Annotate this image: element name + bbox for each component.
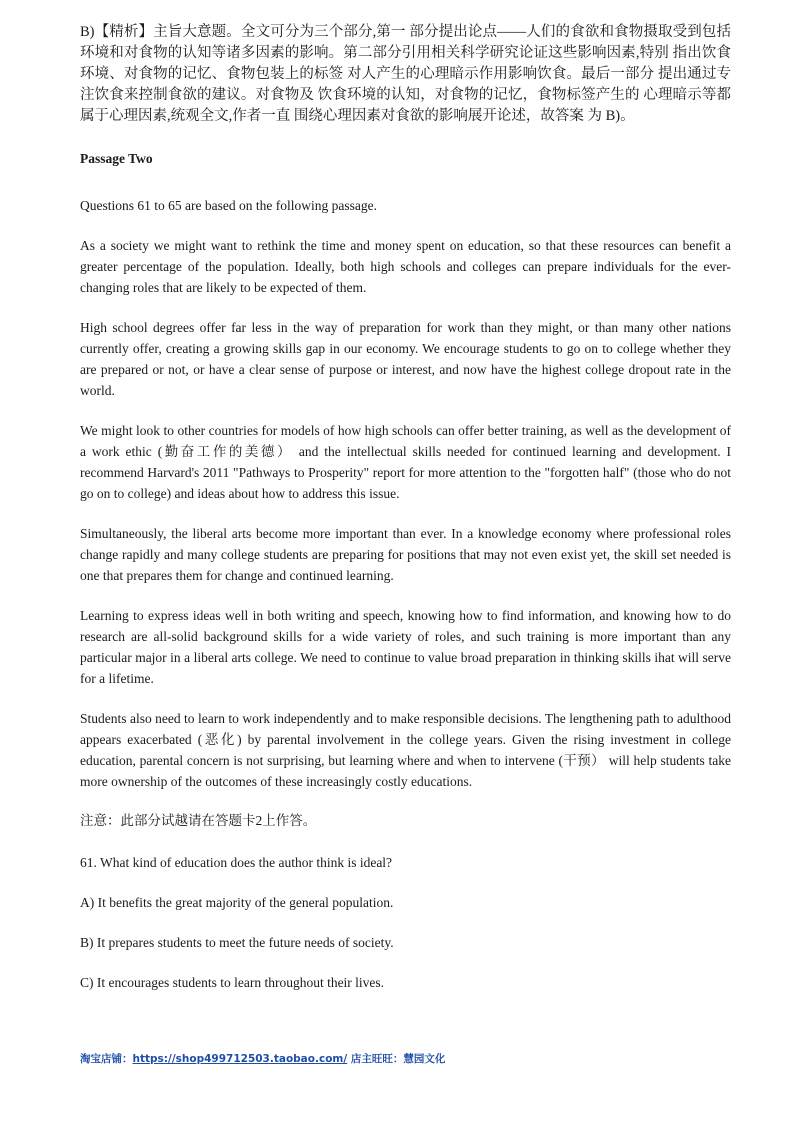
passage-paragraph: Learning to express ideas well in both writing and speech, knowing how to find information, and knowing how to do research are all-solid background skills for a wide variety of roles, and such training is more important than any particular major in a liberal arts college. We need to continue to value broad preparation in thinking skills ihat will serve for a lifetime. — [80, 608, 731, 686]
passage-intro: Questions 61 to 65 are based on the following passage. — [80, 198, 377, 213]
footer-owner: 店主旺旺：慧园文化 — [350, 1053, 446, 1065]
footer-shop-link[interactable]: https://shop499712503.taobao.com/ — [132, 1053, 348, 1065]
passage-paragraph: Simultaneously, the liberal arts become more important than ever. In a knowledge economy where professional roles change rapidly and many college students are preparing for positions that may not even exist yet, the skill set needed is one that prepares them for change and continued learning. — [80, 526, 731, 583]
question-option-b: B) It prepares students to meet the future needs of society. — [80, 935, 394, 950]
passage-paragraph: We might look to other countries for models of how high schools can offer better training, as well as the development of a work ethic (勤奋工作的美德） and the intellectual skills needed for continued learning and development. I recommend Harvard's 2011 "Pathways to Prosperity" report for more attention to the "forgotten half" (those who do not go on to college) and ideas about how to address this issue. — [80, 423, 731, 501]
passage-paragraph: Students also need to learn to work independently and to make responsible decisions. The lengthening path to adulthood appears exacerbated (恶化) by parental involvement in the college years. Given the rising investment in college education, parental concern is not surprising, but learning where and when to intervene (干预） will help students take more ownership of the outcomes of these increasingly costly educations. — [80, 711, 731, 789]
page-footer — [80, 1051, 445, 1066]
passage-paragraph: High school degrees offer far less in the way of preparation for work than they might, or than many other nations currently offer, creating a growing skills gap in our economy. We encourage students to go on to college whether they are prepared or not, or have a clear sense of purpose or interest, and now have the highest college dropout rate in the world. — [80, 320, 731, 398]
document-page — [80, 22, 731, 1013]
question-stem: 61. What kind of education does the author think is ideal? — [80, 855, 393, 870]
question-option-a: A) It benefits the great majority of the general population. — [80, 895, 394, 910]
passage-title: Passage Two — [80, 151, 153, 166]
footer-shop-label: 淘宝店铺： — [80, 1053, 133, 1065]
question-option-c: C) It encourages students to learn throughout their lives. — [80, 975, 385, 990]
passage-paragraph: As a society we might want to rethink the time and money spent on education, so that these resources can benefit a greater percentage of the population. Ideally, both high schools and colleges can prepare individuals for the ever-changing roles that are likely to be expected of them. — [80, 238, 731, 295]
answer-analysis: B)【精析】主旨大意题。全文可分为三个部分,第一 部分提出论点——人们的食欲和食物摄取受到包括环境和对食物的认知等诸多因素的影响。第二部分引用相关科学研究论证这些影响因素,特别 指出饮食环境、对食物的记忆、食物包装上的标签 对人产生的心理暗示作用影响饮食。最后一部分 提出通过专注饮食来控制食欲的建议。对食物及 饮食环境的认知，对食物的记忆，食物标签产生的 心理暗示等都属于心理因素,统观全文,作者一直 围绕心理因素对食欲的影响展开论述，故答案 为 B)。 — [80, 24, 731, 124]
answer-sheet-note: 注意：此部分试越请在答题卡2上作答。 — [80, 813, 317, 828]
